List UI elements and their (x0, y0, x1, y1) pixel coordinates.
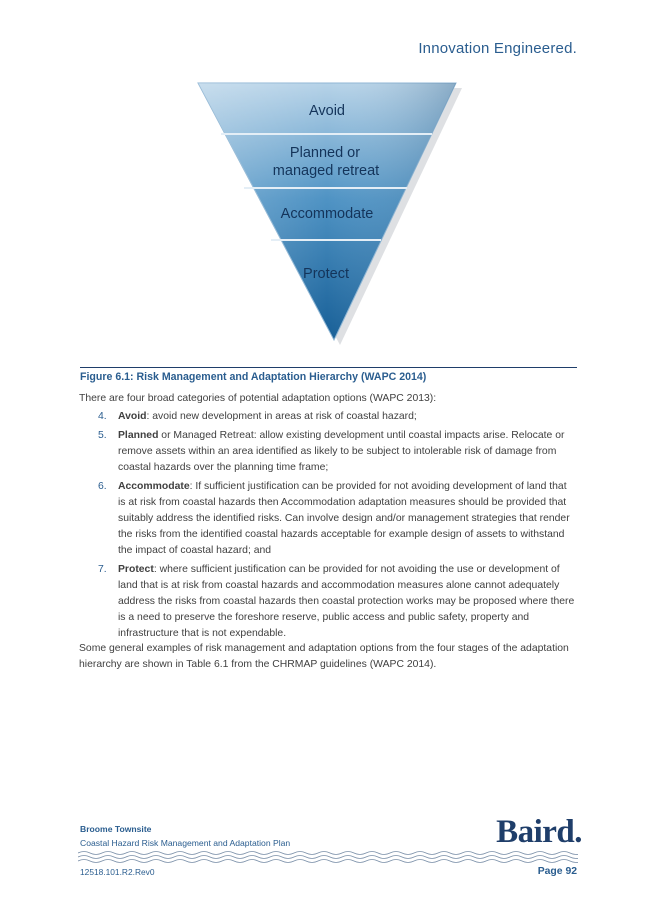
list-item (79, 409, 576, 425)
baird-logo: Baird. (496, 814, 582, 850)
adaptation-options-list (79, 409, 576, 645)
intro-paragraph: There are four broad categories of potential adaptation options (WAPC 2013): (79, 393, 437, 404)
footer-wave-divider (78, 850, 578, 864)
footer-project-title: Broome Townsite (80, 824, 152, 834)
list-number: 5. (98, 430, 107, 441)
adaptation-hierarchy-pyramid (0, 0, 653, 360)
option-description: : where sufficient justification can be provided for not avoiding the use or development of land that is at risk from coastal hazards and accommodation measures alone cannot adequately address the risks from coastal hazards then coastal protection works may be proposed where there is a need to preserve the foreshore reserve, public access and public safety, property and infrastructure that is not expendable. (118, 564, 575, 639)
option-term: Avoid (118, 411, 147, 422)
option-term: Protect (118, 564, 154, 575)
closing-paragraph: Some general examples of risk management and adaptation options from the four stages of the adaptation hierarchy are shown in Table 6.1 from the CHRMAP guidelines (WAPC 2014). (79, 643, 569, 670)
report-number: 12518.101.R2.Rev0 (80, 867, 155, 877)
tier-label-planned-line1: Planned or (289, 145, 361, 161)
list-item (79, 479, 576, 559)
list-number: 4. (98, 411, 107, 422)
option-term: Planned (118, 430, 159, 441)
page-number: Page 92 (537, 866, 577, 877)
option-description: : If sufficient justification can be provided for not avoiding development of land that is at risk from coastal hazards then Accommodation adaptation measures should be provided that suitably address the identified risks. Can involve design and/or management strategies that render the risks from the identified coastal hazards acceptable for example design of assets to withstand the impact of coastal hazard; and (118, 481, 570, 556)
tier-label-planned-line2: managed retreat (272, 163, 380, 179)
list-item (79, 562, 576, 642)
option-description: : avoid new development in areas at risk of coastal hazard; (146, 411, 417, 422)
option-term: Accommodate (118, 481, 190, 492)
company-tagline: Innovation Engineered. (418, 40, 577, 57)
option-description: or Managed Retreat: allow existing development until coastal impacts arise. Relocate or remove assets within an area identified as likely to be subject to intolerable risk of damage from coastal hazards over the planning time frame; (118, 430, 565, 473)
tier-label-avoid: Avoid (308, 103, 346, 119)
figure-caption: Figure 6.1: Risk Management and Adaptation Hierarchy (WAPC 2014) (80, 367, 577, 383)
list-item (79, 428, 576, 476)
list-number: 6. (98, 481, 107, 492)
footer-document-title: Coastal Hazard Risk Management and Adaptation Plan (80, 838, 291, 848)
list-number: 7. (98, 564, 107, 575)
tier-label-protect: Protect (303, 266, 349, 282)
tier-label-accommodate: Accommodate (280, 206, 374, 222)
